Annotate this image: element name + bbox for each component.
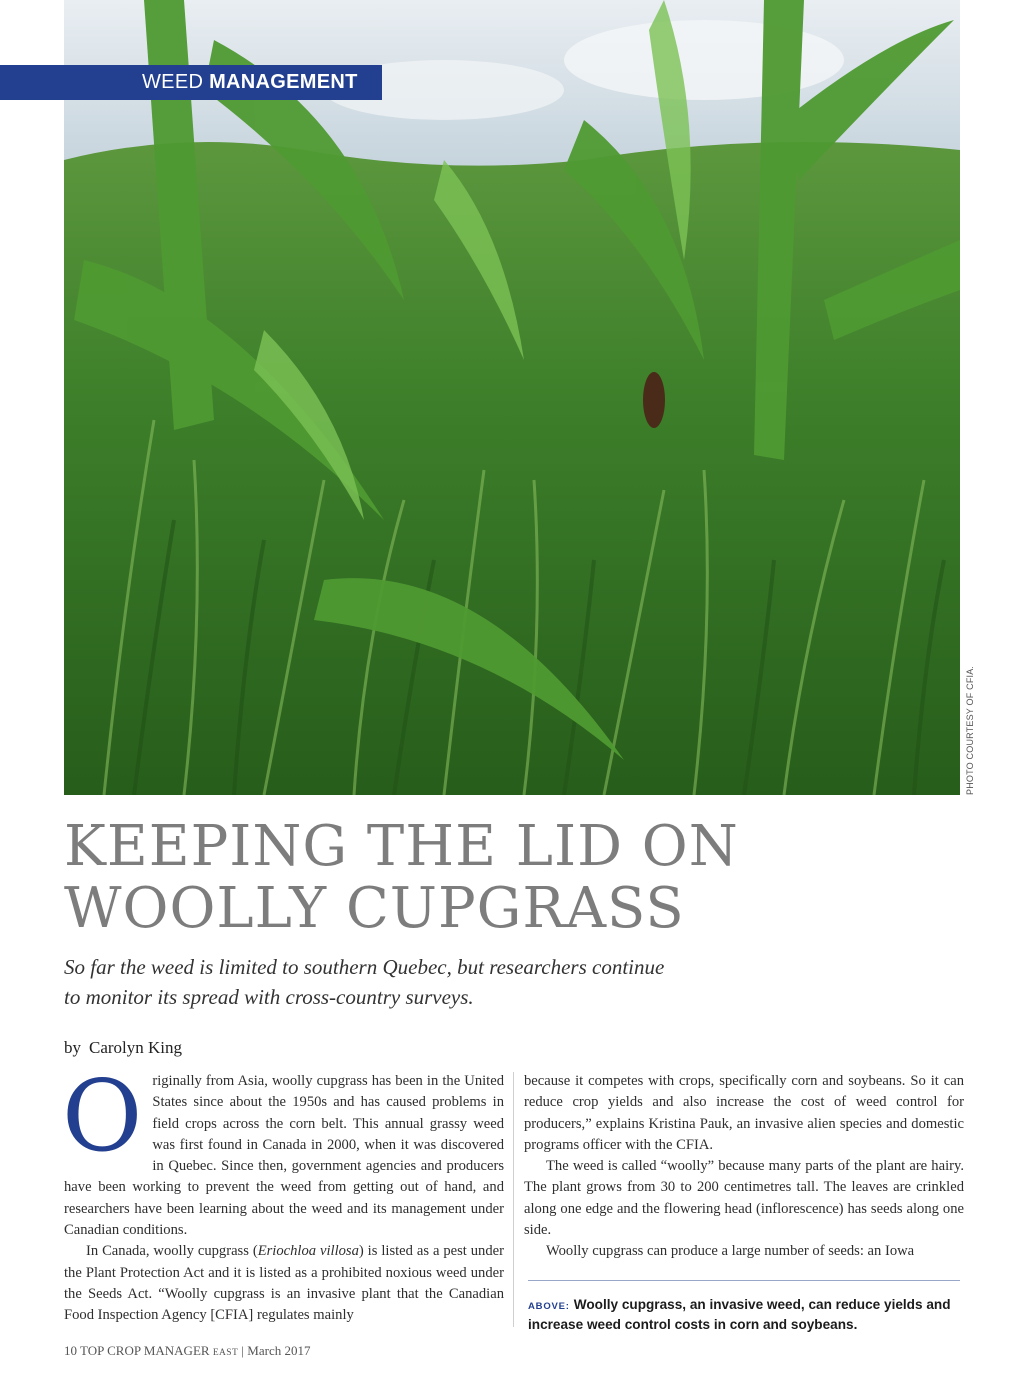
body-column-left: [62, 1060, 504, 1327]
paragraph-2-text-b: ) is listed as a pest under the Plant Protection Act and it is listed as a prohibited noxious weed under the Seeds Act. “Woolly cupgrass is an invasive plant that the Canadian Food Inspection Agency [CFIA] regulates mainly: [64, 1243, 504, 1324]
title-line-2: WOOLLY CUPGRASS: [64, 876, 685, 941]
paragraph-4: The weed is called “woolly” because many parts of the plant are hairy. The plant grows from 30 to 200 centimetres tall. The leaves are crinkled along one edge and the flowering head (inflorescence) has seeds along one side.: [524, 1158, 964, 1239]
paragraph-2: [64, 1241, 504, 1326]
magazine-name: TOP CROP MANAGER: [80, 1343, 210, 1358]
section-label-bold: MANAGEMENT: [209, 71, 358, 93]
species-name: Eriochloa villosa: [257, 1243, 359, 1260]
magazine-edition: EAST: [212, 1348, 239, 1358]
cover-photo: [64, 0, 960, 795]
article-dek: So far the weed is limited to southern Quebec, but researchers continue to monitor its spread with cross-country surveys.: [64, 955, 665, 1009]
section-label-light: WEED: [142, 71, 204, 93]
title-line-1: KEEPING THE LID ON: [64, 814, 739, 879]
caption-divider: [528, 1280, 960, 1281]
section-tab: [0, 65, 382, 100]
folio-separator: |: [241, 1343, 245, 1358]
photo-credit: [963, 665, 977, 795]
byline-prefix: by: [64, 1038, 81, 1057]
caption-text: Woolly cupgrass, an invasive weed, can reduce yields and increase weed control costs in corn and soybeans.: [528, 1297, 951, 1332]
paragraph-5: Woolly cupgrass can produce a large number of seeds: an Iowa: [546, 1243, 915, 1260]
photo-credit-text: PHOTO COURTESY OF CFIA.: [965, 665, 975, 795]
corn-field-image: [64, 0, 960, 795]
column-divider: [513, 1072, 514, 1327]
page-folio: [64, 1343, 310, 1359]
byline: [64, 1038, 182, 1058]
drop-cap: O: [62, 1060, 143, 1174]
author-name: Carolyn King: [89, 1038, 183, 1057]
caption-tag: ABOVE:: [528, 1301, 570, 1312]
photo-caption: [528, 1296, 968, 1334]
paragraph-1-text: riginally from Asia, woolly cupgrass has been in the United States since about the 1950s and has caused problems in field crops across the corn belt. This annual grassy weed was first found in Canada in 2000, when it was discovered in Quebec. Since then, government agencies and producers have been working to prevent the weed from getting out of hand, and researchers have been learning about the weed and its management under Canadian conditions.: [64, 1073, 504, 1239]
article-title: [64, 816, 964, 940]
paragraph-2-text-a: In Canada, woolly cupgrass (: [86, 1243, 258, 1260]
page-number: 10: [64, 1343, 77, 1358]
body-column-right: [524, 1071, 964, 1263]
paragraph-1: [62, 1060, 504, 1241]
paragraph-3: because it competes with crops, specifically corn and soybeans. So it can reduce crop yields and also increase the cost of weed control for producers,” explains Kristina Pauk, an invasive alien species and domestic programs officer with the CFIA.: [524, 1073, 964, 1153]
issue-date: March 2017: [247, 1343, 311, 1358]
